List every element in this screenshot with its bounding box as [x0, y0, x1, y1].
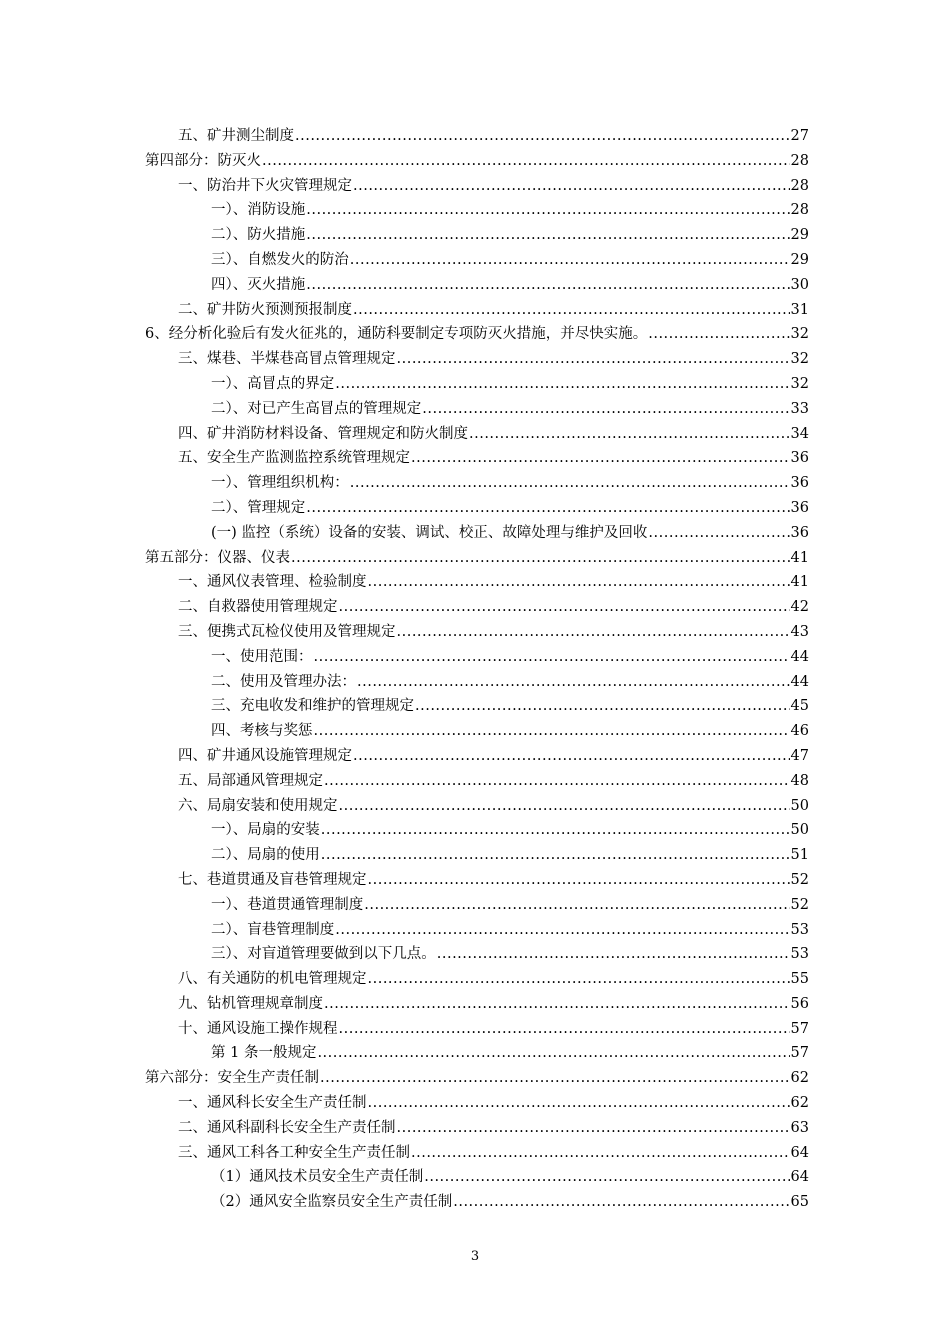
toc-entry-page: 32 — [790, 326, 809, 343]
toc-entry[interactable] — [145, 818, 809, 843]
toc-dot-leader — [321, 818, 790, 843]
toc-entry-title: 二）、局扇的使用 — [211, 847, 320, 864]
toc-entry-title: 三）、对盲道管理要做到以下几点。 — [211, 946, 436, 963]
toc-entry-page: 64 — [790, 1144, 809, 1161]
toc-dot-leader — [335, 372, 789, 397]
toc-entry[interactable] — [145, 1066, 809, 1091]
toc-entry-title: 七、巷道贯通及盲巷管理规定 — [178, 871, 367, 888]
toc-entry-page: 50 — [790, 797, 809, 814]
toc-dot-leader — [648, 521, 789, 546]
toc-entry[interactable] — [145, 1091, 809, 1116]
toc-entry-title: 一）、局扇的安装 — [211, 822, 320, 839]
toc-dot-leader — [295, 124, 790, 149]
toc-entry-title: 十、通风设施工操作规程 — [178, 1020, 338, 1037]
toc-dot-leader — [415, 694, 790, 719]
toc-entry-title: 三、便携式瓦检仪使用及管理规定 — [178, 623, 396, 640]
toc-entry-title: 四、矿井通风设施管理规定 — [178, 747, 352, 764]
toc-entry-title: 五、局部通风管理规定 — [178, 772, 323, 789]
toc-dot-leader — [306, 198, 789, 223]
toc-entry[interactable] — [145, 1041, 809, 1066]
toc-entry-title: 四、考核与奖惩 — [211, 723, 313, 740]
toc-entry-title: 一、防治井下火灾管理规定 — [178, 177, 352, 194]
toc-dot-leader — [321, 843, 790, 868]
toc-entry-title: 一、通风科长安全生产责任制 — [178, 1095, 367, 1112]
toc-entry[interactable] — [145, 670, 809, 695]
toc-entry-page: 43 — [790, 623, 809, 640]
toc-entry[interactable] — [145, 198, 809, 223]
toc-dot-leader — [353, 298, 790, 323]
toc-entry-title: 一）、高冒点的界定 — [211, 375, 335, 392]
toc-entry-title: 二）、对已产生高冒点的管理规定 — [211, 400, 422, 417]
toc-entry-page: 41 — [790, 574, 809, 591]
toc-entry[interactable] — [145, 446, 809, 471]
toc-entry[interactable] — [145, 967, 809, 992]
toc-entry-title: 四、矿井消防材料设备、管理规定和防火制度 — [178, 425, 468, 442]
toc-dot-leader — [339, 1017, 790, 1042]
toc-dot-leader — [350, 471, 790, 496]
toc-dot-leader — [357, 670, 790, 695]
toc-entry-page: 46 — [790, 723, 809, 740]
toc-entry-page: 45 — [790, 698, 809, 715]
toc-entry-title: 三、充电收发和维护的管理规定 — [211, 698, 414, 715]
toc-dot-leader — [368, 868, 790, 893]
toc-entry-title: 三、煤巷、半煤巷高冒点管理规定 — [178, 351, 396, 368]
toc-entry[interactable] — [145, 843, 809, 868]
toc-entry[interactable] — [145, 223, 809, 248]
toc-entry[interactable] — [145, 918, 809, 943]
page-number: 3 — [470, 1249, 480, 1264]
toc-dot-leader — [314, 719, 790, 744]
toc-entry-page: 55 — [790, 971, 809, 988]
toc-entry-title: （2）通风安全监察员安全生产责任制 — [211, 1194, 453, 1211]
toc-entry-page: 57 — [790, 1020, 809, 1037]
toc-dot-leader — [368, 570, 790, 595]
toc-entry[interactable] — [145, 471, 809, 496]
toc-entry-title: 二）、管理规定 — [211, 499, 306, 516]
toc-entry[interactable] — [145, 1116, 809, 1141]
toc-entry[interactable] — [145, 322, 809, 347]
toc-dot-leader — [353, 744, 790, 769]
toc-entry-title: 一、使用范围： — [211, 648, 313, 665]
toc-entry-title: 五、矿井测尘制度 — [178, 128, 294, 144]
toc-entry-page: 28 — [790, 202, 809, 219]
toc-entry-title: 二、自救器使用管理规定 — [178, 599, 338, 616]
toc-dot-leader — [422, 397, 789, 422]
toc-entry-page: 62 — [790, 1070, 809, 1087]
toc-dot-leader — [648, 322, 789, 347]
toc-dot-leader — [411, 1141, 790, 1166]
toc-entry[interactable] — [145, 422, 809, 447]
toc-entry-page: 36 — [790, 475, 809, 492]
toc-dot-leader — [262, 149, 790, 174]
toc-entry-title: 三、通风工科各工种安全生产责任制 — [178, 1144, 410, 1161]
toc-entry[interactable] — [145, 273, 809, 298]
toc-entry-page: 29 — [790, 251, 809, 268]
toc-entry-page: 64 — [790, 1169, 809, 1186]
toc-dot-leader — [339, 794, 790, 819]
toc-entry-page: 53 — [790, 946, 809, 963]
toc-entry-title: （1）通风技术员安全生产责任制 — [211, 1169, 424, 1186]
toc-entry-page: 31 — [790, 301, 809, 318]
toc-entry-page: 32 — [790, 375, 809, 392]
toc-entry-title: 八、有关通防的机电管理规定 — [178, 971, 367, 988]
toc-entry-page: 52 — [790, 871, 809, 888]
toc-entry[interactable] — [145, 744, 809, 769]
toc-entry[interactable] — [145, 570, 809, 595]
toc-dot-leader — [335, 918, 789, 943]
toc-entry-page: 57 — [790, 1045, 809, 1062]
toc-dot-leader — [469, 422, 790, 447]
toc-dot-leader — [320, 1066, 790, 1091]
toc-dot-leader — [306, 496, 789, 521]
toc-entry-page: 34 — [790, 425, 809, 442]
toc-entry-title: 二、使用及管理办法： — [211, 673, 356, 690]
toc-entry-page: 62 — [790, 1095, 809, 1112]
toc-entry-page: 47 — [790, 747, 809, 764]
toc-entry[interactable] — [145, 942, 809, 967]
toc-entry-title: 九、钻机管理规章制度 — [178, 995, 323, 1012]
toc-entry[interactable] — [145, 298, 809, 323]
toc-entry[interactable] — [145, 645, 809, 670]
toc-entry-title: 三）、自燃发火的防治 — [211, 251, 349, 268]
toc-dot-leader — [324, 992, 790, 1017]
toc-dot-leader — [368, 967, 790, 992]
toc-dot-leader — [291, 546, 790, 571]
toc-dot-leader — [353, 174, 790, 199]
toc-dot-leader — [424, 1165, 789, 1190]
toc-entry-title: 第六部分：安全生产责任制 — [145, 1070, 319, 1087]
toc-entry-page: 28 — [790, 177, 809, 194]
toc-entry[interactable] — [145, 620, 809, 645]
toc-entry-title: 一）、巷道贯通管理制度 — [211, 896, 364, 913]
toc-entry-page: 44 — [790, 648, 809, 665]
toc-entry-page: 30 — [790, 276, 809, 293]
toc-entry[interactable] — [145, 694, 809, 719]
toc-dot-leader — [437, 942, 790, 967]
toc-entry-page: 50 — [790, 822, 809, 839]
toc-entry[interactable] — [145, 595, 809, 620]
toc-entry[interactable] — [145, 546, 809, 571]
toc-entry-title: 一）、消防设施 — [211, 202, 306, 219]
toc-entry[interactable] — [145, 719, 809, 744]
toc-entry[interactable] — [145, 1165, 809, 1190]
toc-entry[interactable] — [145, 521, 809, 546]
toc-entry-page: 32 — [790, 351, 809, 368]
toc-entry-page: 44 — [790, 673, 809, 690]
toc-entry[interactable] — [145, 347, 809, 372]
toc-entry[interactable] — [145, 893, 809, 918]
toc-entry-title: 二）、防火措施 — [211, 227, 306, 244]
toc-dot-leader — [306, 273, 789, 298]
toc-entry-page: 28 — [790, 152, 809, 169]
toc-entry-page: 36 — [790, 499, 809, 516]
toc-entry[interactable] — [145, 1190, 809, 1215]
toc-entry-page: 36 — [790, 524, 809, 541]
toc-entry-title: 第四部分：防灭火 — [145, 152, 261, 169]
toc-dot-leader — [324, 769, 790, 794]
toc-entry-page: 29 — [790, 227, 809, 244]
toc-dot-leader — [453, 1190, 789, 1215]
toc-entry[interactable] — [145, 496, 809, 521]
toc-entry-page: 51 — [790, 847, 809, 864]
toc-entry-title: 一）、管理组织机构： — [211, 475, 349, 492]
toc-entry[interactable] — [145, 248, 809, 273]
toc-entry-title: 一、通风仪表管理、检验制度 — [178, 574, 367, 591]
toc-dot-leader — [314, 645, 790, 670]
toc-entry[interactable] — [145, 868, 809, 893]
toc-entry-page: 53 — [790, 921, 809, 938]
toc-dot-leader — [397, 620, 790, 645]
toc-entry[interactable] — [145, 769, 809, 794]
toc-dot-leader — [317, 1041, 789, 1066]
toc-entry-title: 二、矿井防火预测预报制度 — [178, 301, 352, 318]
toc-entry[interactable] — [145, 1141, 809, 1166]
toc-entry-page: 41 — [790, 549, 809, 566]
table-of-contents — [145, 124, 809, 1215]
toc-dot-leader — [306, 223, 789, 248]
toc-entry-page: 27 — [790, 128, 809, 144]
toc-dot-leader — [339, 595, 790, 620]
toc-entry-title: (一) 监控（系统）设备的安装、调试、校正、故障处理与维护及回收 — [211, 524, 648, 541]
toc-entry[interactable] — [145, 1017, 809, 1042]
toc-entry-page: 52 — [790, 896, 809, 913]
toc-entry-page: 42 — [790, 599, 809, 616]
toc-dot-leader — [364, 893, 789, 918]
toc-entry[interactable] — [145, 149, 809, 174]
toc-dot-leader — [368, 1091, 790, 1116]
toc-dot-leader — [397, 1116, 790, 1141]
toc-entry-title: 四）、灭火措施 — [211, 276, 306, 293]
toc-entry-page: 33 — [790, 400, 809, 417]
toc-entry[interactable] — [145, 124, 809, 149]
toc-entry-page: 48 — [790, 772, 809, 789]
toc-entry-page: 65 — [790, 1194, 809, 1211]
toc-entry-page: 36 — [790, 450, 809, 467]
toc-entry-title: 二）、盲巷管理制度 — [211, 921, 335, 938]
toc-entry[interactable] — [145, 397, 809, 422]
toc-dot-leader — [411, 446, 790, 471]
toc-entry-title: 6、经分析化验后有发火征兆的，通防科要制定专项防灭火措施，并尽快实施。 — [145, 326, 648, 343]
toc-entry[interactable] — [145, 372, 809, 397]
toc-entry-title: 二、通风科副科长安全生产责任制 — [178, 1119, 396, 1136]
toc-entry-title: 第五部分：仪器、仪表 — [145, 549, 290, 566]
toc-entry-page: 63 — [790, 1119, 809, 1136]
toc-entry-title: 五、安全生产监测监控系统管理规定 — [178, 450, 410, 467]
toc-entry-title: 第 1 条一般规定 — [211, 1045, 317, 1062]
toc-entry-page: 56 — [790, 995, 809, 1012]
toc-entry[interactable] — [145, 992, 809, 1017]
toc-entry[interactable] — [145, 794, 809, 819]
toc-dot-leader — [350, 248, 790, 273]
toc-dot-leader — [397, 347, 790, 372]
toc-entry[interactable] — [145, 174, 809, 199]
toc-entry-title: 六、局扇安装和使用规定 — [178, 797, 338, 814]
